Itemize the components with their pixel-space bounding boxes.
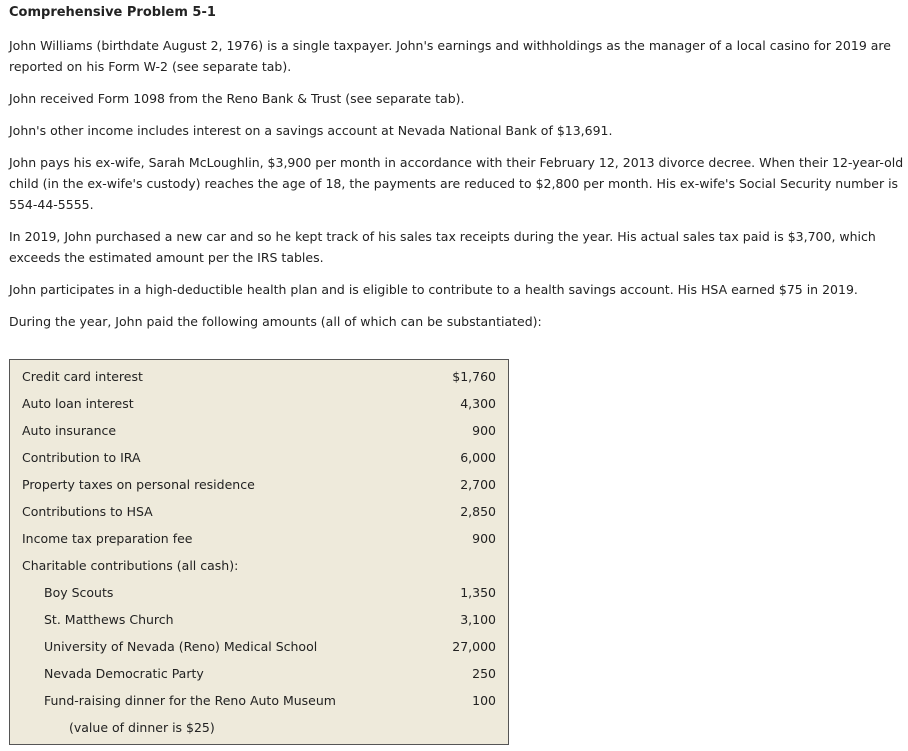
paragraph-taxpayer-info: John Williams (birthdate August 2, 1976) is a single taxpayer. John's earnings and withholdings as the manager of a local casino for 2019 are reported on his Form W-2 (see separate tab).	[9, 38, 891, 74]
expense-amount: 4,300	[460, 396, 496, 411]
paragraph-hsa: John participates in a high-deductible health plan and is eligible to contribute to a health savings account. His HSA earned $75 in 2019.	[9, 282, 858, 297]
table-row	[10, 525, 508, 552]
table-row	[10, 714, 508, 741]
table-row	[10, 471, 508, 498]
expense-label: Auto insurance	[22, 423, 117, 438]
expense-amount: $1,760	[452, 369, 496, 384]
table-row	[10, 552, 508, 579]
expense-label: Charitable contributions (all cash):	[22, 558, 239, 573]
expense-amount: 3,100	[460, 612, 496, 627]
paragraph-sales-tax: In 2019, John purchased a new car and so he kept track of his sales tax receipts during the year. His actual sales tax paid is $3,700, which exceeds the estimated amount per the IRS tables.	[9, 229, 876, 265]
table-row	[10, 444, 508, 471]
table-row	[10, 660, 508, 687]
table-row	[10, 390, 508, 417]
expense-label: Nevada Democratic Party	[44, 666, 204, 681]
expense-label: Boy Scouts	[44, 585, 114, 600]
expense-label: Property taxes on personal residence	[22, 477, 255, 492]
expense-label: St. Matthews Church	[44, 612, 174, 627]
expense-amount: 2,850	[460, 504, 496, 519]
expense-amount: 900	[472, 531, 496, 546]
expense-amount: 100	[472, 693, 496, 708]
table-row	[10, 687, 508, 714]
paragraph-other-income: John's other income includes interest on a savings account at Nevada National Bank of $13,691.	[9, 123, 613, 138]
table-row	[10, 633, 508, 660]
expense-label: Auto loan interest	[22, 396, 134, 411]
table-row	[10, 606, 508, 633]
expense-amount: 6,000	[460, 450, 496, 465]
expense-amount: 2,700	[460, 477, 496, 492]
expense-label: Income tax preparation fee	[22, 531, 193, 546]
expense-label: Credit card interest	[22, 369, 143, 384]
table-row	[10, 498, 508, 525]
expense-label: Contribution to IRA	[22, 450, 141, 465]
expense-amount: 1,350	[460, 585, 496, 600]
paragraph-alimony: John pays his ex-wife, Sarah McLoughlin, $3,900 per month in accordance with their February 12, 2013 divorce decree. When their 12-year-old child (in the ex-wife's custody) reaches the age of 18, the payments are reduced to $2,800 per month. His ex-wife's Social Security number is 554-44-5555.	[9, 155, 904, 212]
expense-label: University of Nevada (Reno) Medical School	[44, 639, 318, 654]
expense-label: Fund-raising dinner for the Reno Auto Museum	[44, 693, 336, 708]
paragraph-expenses-intro: During the year, John paid the following amounts (all of which can be substantiated):	[9, 314, 542, 329]
expense-amount: 250	[472, 666, 496, 681]
problem-title: Comprehensive Problem 5-1	[9, 5, 216, 20]
table-row	[10, 579, 508, 606]
paragraph-form-1098: John received Form 1098 from the Reno Bank & Trust (see separate tab).	[9, 91, 465, 106]
table-row	[10, 417, 508, 444]
expense-label: Contributions to HSA	[22, 504, 153, 519]
expenses-table	[9, 359, 509, 745]
table-row	[10, 363, 508, 390]
expense-amount: 900	[472, 423, 496, 438]
expense-amount: 27,000	[452, 639, 496, 654]
expense-label: (value of dinner is $25)	[69, 720, 215, 735]
